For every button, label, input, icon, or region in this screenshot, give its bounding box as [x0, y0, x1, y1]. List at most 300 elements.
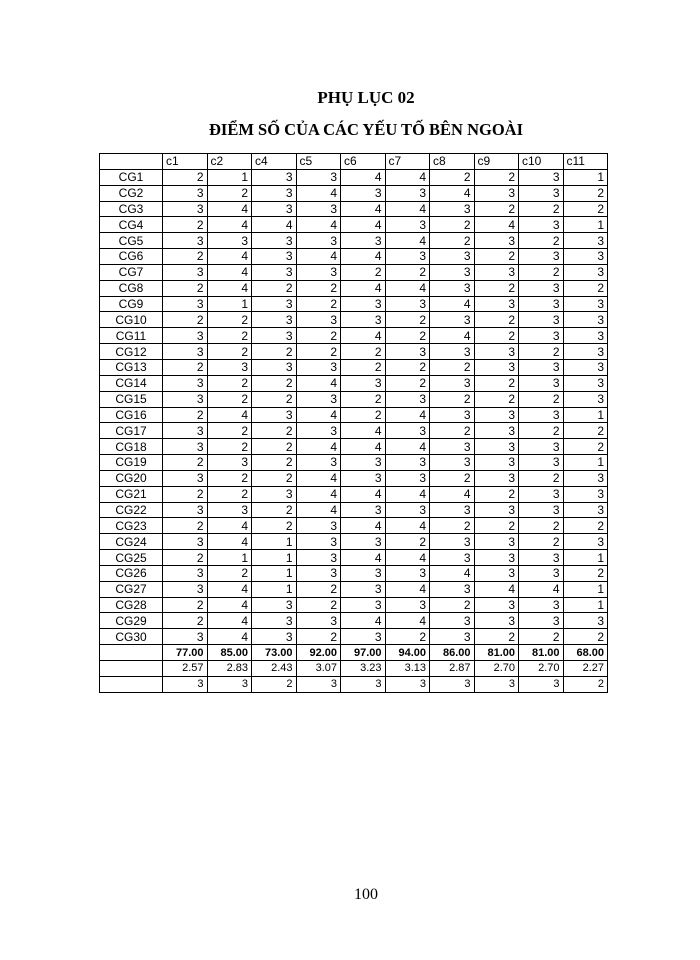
- table-row: [100, 565, 608, 581]
- score-cell: 3: [519, 550, 564, 566]
- score-cell: 2: [163, 249, 208, 265]
- score-cell: 4: [296, 439, 341, 455]
- row-label: CG4: [100, 217, 163, 233]
- average-cell: 2.83: [207, 661, 252, 677]
- score-cell: 3: [563, 344, 608, 360]
- row-label: [100, 661, 163, 677]
- score-cell: 2: [207, 486, 252, 502]
- score-cell: 3: [430, 312, 475, 328]
- score-cell: 4: [296, 185, 341, 201]
- score-cell: 4: [207, 407, 252, 423]
- score-cell: 3: [563, 486, 608, 502]
- score-cell: 3: [207, 233, 252, 249]
- score-cell: 1: [563, 550, 608, 566]
- table-row: [100, 264, 608, 280]
- score-cell: 3: [296, 233, 341, 249]
- average-cell: 2.27: [563, 661, 608, 677]
- row-label: CG7: [100, 264, 163, 280]
- score-cell: 2: [252, 344, 297, 360]
- score-cell: 2: [296, 629, 341, 645]
- score-cell: 2: [385, 312, 430, 328]
- score-cell: 1: [563, 169, 608, 185]
- score-cell: 3: [296, 201, 341, 217]
- score-cell: 4: [296, 486, 341, 502]
- table-row: [100, 201, 608, 217]
- score-cell: 3: [296, 359, 341, 375]
- column-header: c10: [519, 154, 564, 170]
- score-cell: 3: [430, 375, 475, 391]
- appendix-subtitle: ĐIỂM SỐ CỦA CÁC YẾU TỐ BÊN NGOÀI: [209, 120, 523, 139]
- table-row: [100, 534, 608, 550]
- score-cell: 3: [519, 312, 564, 328]
- score-cell: 2: [296, 581, 341, 597]
- rounded-cell: 2: [563, 676, 608, 692]
- score-cell: 3: [474, 534, 519, 550]
- score-cell: 3: [252, 613, 297, 629]
- score-cell: 4: [207, 534, 252, 550]
- score-cell: 2: [341, 344, 386, 360]
- table-row: [100, 280, 608, 296]
- score-cell: 1: [207, 550, 252, 566]
- score-cell: 2: [430, 359, 475, 375]
- score-cell: 3: [563, 502, 608, 518]
- score-cell: 3: [296, 423, 341, 439]
- score-cell: 2: [252, 375, 297, 391]
- score-cell: 2: [163, 312, 208, 328]
- score-cell: 4: [385, 518, 430, 534]
- score-cell: 2: [207, 391, 252, 407]
- score-cell: 4: [385, 550, 430, 566]
- sum-cell: 77.00: [163, 645, 208, 661]
- table-row: [100, 185, 608, 201]
- score-cell: 3: [563, 613, 608, 629]
- score-cell: 3: [430, 264, 475, 280]
- score-cell: 3: [385, 470, 430, 486]
- score-cell: 3: [563, 328, 608, 344]
- score-cell: 3: [474, 423, 519, 439]
- score-cell: 4: [430, 185, 475, 201]
- table-row: [100, 249, 608, 265]
- score-cell: 3: [163, 565, 208, 581]
- score-cell: 3: [519, 486, 564, 502]
- score-cell: 3: [563, 312, 608, 328]
- score-cell: 3: [430, 344, 475, 360]
- score-cell: 1: [207, 296, 252, 312]
- score-cell: 4: [207, 249, 252, 265]
- rounded-cell: 3: [341, 676, 386, 692]
- score-cell: 3: [163, 502, 208, 518]
- rounded-cell: 2: [252, 676, 297, 692]
- column-header: c6: [341, 154, 386, 170]
- rounded-cell: 3: [430, 676, 475, 692]
- score-cell: 3: [252, 201, 297, 217]
- score-cell: 3: [474, 455, 519, 471]
- row-label: CG24: [100, 534, 163, 550]
- score-cell: 3: [519, 565, 564, 581]
- score-cell: 2: [385, 375, 430, 391]
- score-cell: 3: [296, 169, 341, 185]
- rounded-cell: 3: [385, 676, 430, 692]
- score-cell: 3: [474, 565, 519, 581]
- score-cell: 3: [385, 391, 430, 407]
- score-cell: 2: [519, 423, 564, 439]
- score-cell: 3: [474, 344, 519, 360]
- table-row: [100, 518, 608, 534]
- average-cell: 2.70: [519, 661, 564, 677]
- score-cell: 2: [563, 185, 608, 201]
- sum-cell: 81.00: [519, 645, 564, 661]
- score-cell: 4: [430, 486, 475, 502]
- table-row: [100, 312, 608, 328]
- row-label: CG11: [100, 328, 163, 344]
- score-cell: 3: [252, 169, 297, 185]
- score-cell: 2: [341, 359, 386, 375]
- row-label: CG20: [100, 470, 163, 486]
- score-cell: 4: [385, 280, 430, 296]
- score-cell: 2: [519, 518, 564, 534]
- score-cell: 1: [252, 550, 297, 566]
- score-cell: 3: [163, 391, 208, 407]
- score-cell: 2: [474, 312, 519, 328]
- score-cell: 3: [519, 375, 564, 391]
- score-cell: 2: [163, 486, 208, 502]
- score-cell: 3: [341, 312, 386, 328]
- score-cell: 4: [474, 581, 519, 597]
- row-label: CG28: [100, 597, 163, 613]
- scores-table: [99, 153, 608, 693]
- score-cell: 4: [296, 470, 341, 486]
- score-cell: 2: [207, 423, 252, 439]
- score-cell: 3: [296, 550, 341, 566]
- score-cell: 4: [341, 550, 386, 566]
- score-cell: 2: [563, 280, 608, 296]
- score-cell: 3: [385, 344, 430, 360]
- appendix-title: PHỤ LỤC 02: [317, 88, 415, 107]
- score-cell: 3: [252, 312, 297, 328]
- column-header: c7: [385, 154, 430, 170]
- score-cell: 3: [296, 391, 341, 407]
- score-cell: 4: [341, 439, 386, 455]
- table-row: [100, 169, 608, 185]
- score-cell: 3: [519, 185, 564, 201]
- score-cell: 2: [474, 328, 519, 344]
- score-cell: 3: [296, 264, 341, 280]
- rounded-row: [100, 676, 608, 692]
- score-cell: 1: [207, 169, 252, 185]
- score-cell: 4: [341, 423, 386, 439]
- score-cell: 4: [385, 581, 430, 597]
- score-cell: 3: [163, 185, 208, 201]
- score-cell: 2: [207, 328, 252, 344]
- score-cell: 3: [430, 407, 475, 423]
- score-cell: 3: [519, 502, 564, 518]
- score-cell: 3: [252, 328, 297, 344]
- score-cell: 2: [207, 344, 252, 360]
- score-cell: 3: [474, 233, 519, 249]
- table-row: [100, 217, 608, 233]
- score-cell: 3: [163, 344, 208, 360]
- score-cell: 3: [385, 597, 430, 613]
- column-header: [100, 154, 163, 170]
- score-cell: 3: [519, 407, 564, 423]
- score-cell: 2: [163, 359, 208, 375]
- score-cell: 3: [519, 455, 564, 471]
- average-cell: 3.13: [385, 661, 430, 677]
- score-cell: 2: [563, 565, 608, 581]
- score-cell: 4: [207, 264, 252, 280]
- score-cell: 2: [385, 629, 430, 645]
- score-cell: 3: [163, 264, 208, 280]
- rounded-cell: 3: [474, 676, 519, 692]
- score-cell: 1: [252, 581, 297, 597]
- score-cell: 3: [252, 185, 297, 201]
- score-cell: 2: [252, 391, 297, 407]
- score-cell: 4: [296, 407, 341, 423]
- score-cell: 2: [519, 629, 564, 645]
- score-cell: 2: [207, 439, 252, 455]
- score-cell: 2: [252, 439, 297, 455]
- table-row: [100, 375, 608, 391]
- row-label: CG13: [100, 359, 163, 375]
- score-cell: 3: [430, 280, 475, 296]
- score-cell: 2: [474, 629, 519, 645]
- score-cell: 3: [341, 233, 386, 249]
- score-cell: 4: [341, 249, 386, 265]
- score-cell: 2: [252, 518, 297, 534]
- score-cell: 2: [474, 391, 519, 407]
- score-cell: 4: [207, 217, 252, 233]
- score-cell: 4: [430, 296, 475, 312]
- score-cell: 3: [563, 534, 608, 550]
- score-cell: 3: [341, 185, 386, 201]
- score-cell: 3: [474, 185, 519, 201]
- average-cell: 3.23: [341, 661, 386, 677]
- row-label: CG9: [100, 296, 163, 312]
- score-cell: 3: [296, 518, 341, 534]
- rounded-cell: 3: [519, 676, 564, 692]
- score-cell: 3: [430, 455, 475, 471]
- sum-cell: 92.00: [296, 645, 341, 661]
- score-cell: 4: [296, 217, 341, 233]
- average-cell: 2.87: [430, 661, 475, 677]
- sum-cell: 86.00: [430, 645, 475, 661]
- score-cell: 3: [252, 407, 297, 423]
- score-cell: 3: [207, 359, 252, 375]
- row-label: [100, 676, 163, 692]
- table-row: [100, 296, 608, 312]
- score-cell: 2: [385, 264, 430, 280]
- row-label: CG29: [100, 613, 163, 629]
- row-label: CG23: [100, 518, 163, 534]
- score-cell: 3: [385, 455, 430, 471]
- row-label: CG25: [100, 550, 163, 566]
- score-cell: 3: [341, 597, 386, 613]
- row-label: CG6: [100, 249, 163, 265]
- score-cell: 2: [385, 328, 430, 344]
- score-cell: 3: [519, 613, 564, 629]
- score-cell: 3: [519, 597, 564, 613]
- score-cell: 3: [563, 470, 608, 486]
- average-cell: 2.70: [474, 661, 519, 677]
- score-cell: 4: [207, 629, 252, 645]
- score-cell: 2: [341, 264, 386, 280]
- score-cell: 1: [252, 565, 297, 581]
- row-label: [100, 645, 163, 661]
- score-cell: 2: [474, 201, 519, 217]
- column-header: c11: [563, 154, 608, 170]
- score-cell: 3: [519, 296, 564, 312]
- score-cell: 2: [163, 407, 208, 423]
- table-row: [100, 550, 608, 566]
- score-cell: 2: [296, 280, 341, 296]
- score-cell: 4: [207, 280, 252, 296]
- score-cell: 3: [341, 581, 386, 597]
- sum-cell: 68.00: [563, 645, 608, 661]
- score-cell: 3: [341, 375, 386, 391]
- score-cell: 3: [430, 613, 475, 629]
- score-cell: 3: [563, 249, 608, 265]
- score-cell: 3: [163, 581, 208, 597]
- score-cell: 3: [563, 391, 608, 407]
- score-cell: 4: [341, 328, 386, 344]
- score-cell: 3: [296, 312, 341, 328]
- average-row: [100, 661, 608, 677]
- table-row: [100, 455, 608, 471]
- average-cell: 2.43: [252, 661, 297, 677]
- row-label: CG30: [100, 629, 163, 645]
- row-label: CG17: [100, 423, 163, 439]
- sum-cell: 73.00: [252, 645, 297, 661]
- score-cell: 3: [296, 613, 341, 629]
- score-cell: 4: [385, 233, 430, 249]
- score-cell: 2: [341, 407, 386, 423]
- table-row: [100, 581, 608, 597]
- score-cell: 3: [163, 296, 208, 312]
- table-row: [100, 502, 608, 518]
- table-row: [100, 486, 608, 502]
- score-cell: 3: [430, 502, 475, 518]
- score-cell: 3: [474, 550, 519, 566]
- table-row: [100, 344, 608, 360]
- score-cell: 4: [385, 201, 430, 217]
- score-cell: 3: [163, 629, 208, 645]
- score-cell: 2: [563, 439, 608, 455]
- score-cell: 3: [385, 217, 430, 233]
- score-cell: 3: [163, 534, 208, 550]
- score-cell: 2: [163, 217, 208, 233]
- score-cell: 4: [207, 201, 252, 217]
- score-cell: 3: [296, 534, 341, 550]
- score-cell: 2: [474, 169, 519, 185]
- row-label: CG14: [100, 375, 163, 391]
- score-cell: 4: [252, 217, 297, 233]
- sum-cell: 85.00: [207, 645, 252, 661]
- score-cell: 2: [252, 455, 297, 471]
- score-cell: 2: [296, 328, 341, 344]
- score-cell: 3: [207, 502, 252, 518]
- score-cell: 3: [163, 201, 208, 217]
- score-cell: 2: [519, 391, 564, 407]
- sum-cell: 81.00: [474, 645, 519, 661]
- score-cell: 3: [252, 486, 297, 502]
- score-cell: 3: [474, 439, 519, 455]
- row-label: CG5: [100, 233, 163, 249]
- score-cell: 2: [207, 312, 252, 328]
- row-label: CG8: [100, 280, 163, 296]
- score-cell: 3: [430, 534, 475, 550]
- score-cell: 4: [296, 249, 341, 265]
- score-cell: 3: [341, 470, 386, 486]
- score-cell: 3: [163, 423, 208, 439]
- score-cell: 2: [430, 597, 475, 613]
- score-cell: 3: [385, 249, 430, 265]
- score-cell: 1: [563, 581, 608, 597]
- score-cell: 3: [430, 439, 475, 455]
- score-cell: 2: [430, 217, 475, 233]
- score-cell: 3: [474, 470, 519, 486]
- score-cell: 3: [474, 502, 519, 518]
- column-header: c1: [163, 154, 208, 170]
- score-cell: 3: [341, 455, 386, 471]
- score-cell: 2: [430, 423, 475, 439]
- score-cell: 4: [430, 328, 475, 344]
- score-cell: 3: [252, 629, 297, 645]
- score-cell: 3: [474, 407, 519, 423]
- score-cell: 3: [385, 565, 430, 581]
- score-cell: 3: [563, 233, 608, 249]
- row-label: CG15: [100, 391, 163, 407]
- score-cell: 3: [341, 629, 386, 645]
- score-cell: 2: [163, 169, 208, 185]
- score-cell: 4: [207, 613, 252, 629]
- score-cell: 3: [474, 296, 519, 312]
- sum-cell: 97.00: [341, 645, 386, 661]
- row-label: CG3: [100, 201, 163, 217]
- score-cell: 2: [474, 486, 519, 502]
- score-cell: 3: [252, 597, 297, 613]
- score-cell: 3: [341, 502, 386, 518]
- score-cell: 3: [163, 233, 208, 249]
- score-cell: 3: [430, 249, 475, 265]
- score-cell: 3: [563, 359, 608, 375]
- score-cell: 4: [207, 581, 252, 597]
- score-cell: 2: [519, 264, 564, 280]
- score-cell: 2: [563, 201, 608, 217]
- average-cell: 2.57: [163, 661, 208, 677]
- score-cell: 2: [430, 391, 475, 407]
- score-cell: 4: [296, 502, 341, 518]
- score-cell: 2: [163, 455, 208, 471]
- score-cell: 2: [474, 375, 519, 391]
- score-cell: 4: [341, 169, 386, 185]
- score-cell: 4: [474, 217, 519, 233]
- average-cell: 3.07: [296, 661, 341, 677]
- table-row: [100, 439, 608, 455]
- rounded-cell: 3: [163, 676, 208, 692]
- score-cell: 3: [519, 217, 564, 233]
- score-cell: 3: [163, 375, 208, 391]
- rounded-cell: 3: [207, 676, 252, 692]
- score-cell: 2: [252, 280, 297, 296]
- score-cell: 2: [252, 470, 297, 486]
- score-cell: 3: [385, 296, 430, 312]
- score-cell: 3: [474, 597, 519, 613]
- score-cell: 2: [519, 201, 564, 217]
- score-cell: 4: [296, 375, 341, 391]
- score-cell: 3: [519, 359, 564, 375]
- row-label: CG26: [100, 565, 163, 581]
- score-cell: 4: [385, 613, 430, 629]
